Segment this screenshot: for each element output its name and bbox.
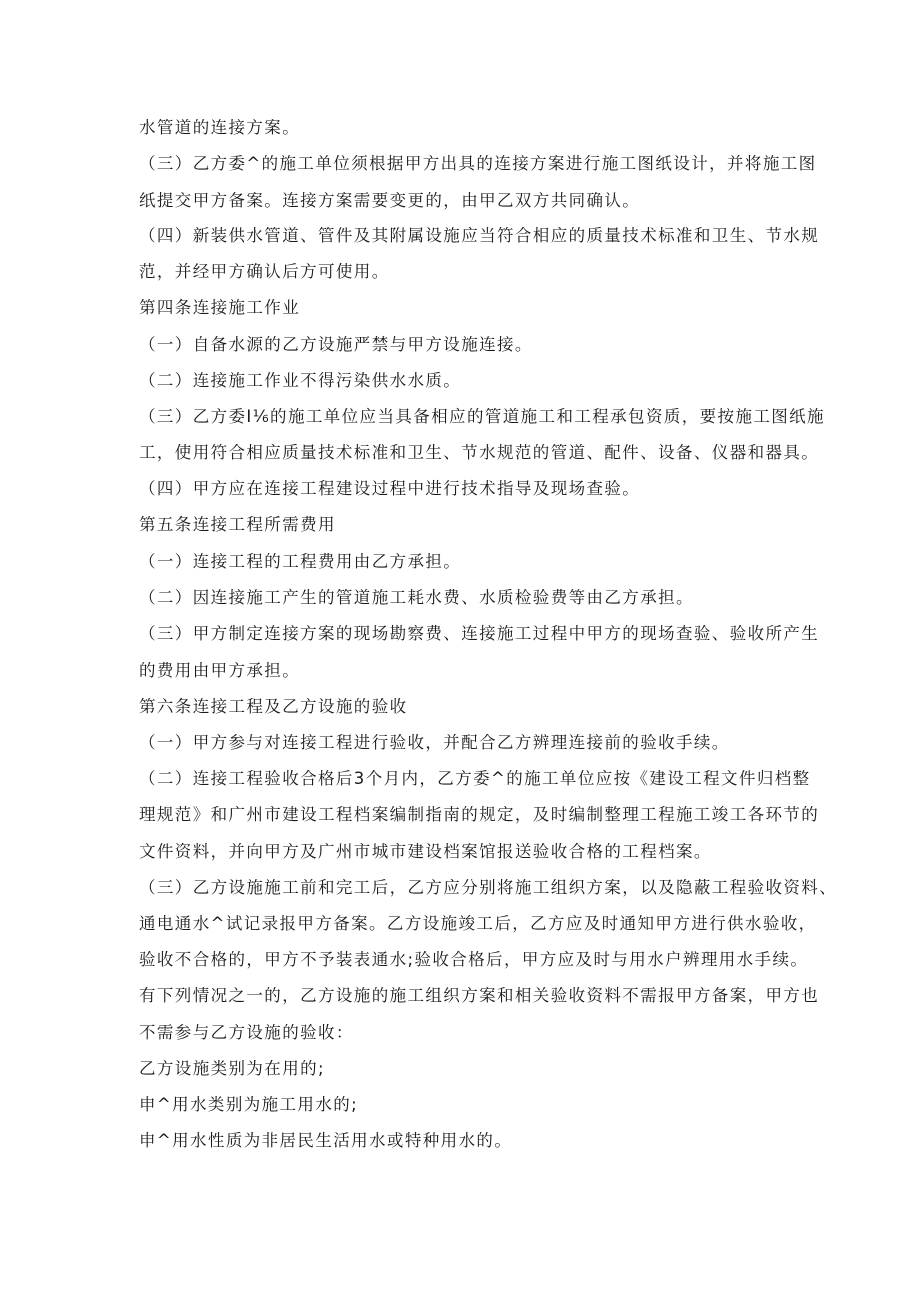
paragraph-line: （一）甲方参与对连接工程进行验收，并配合乙方辨理连接前的验收手续。 xyxy=(139,733,730,752)
paragraph-line: 理规范》和广州市建设工程档案编制指南的规定，及时编制整理工程施工竣工各环节的 xyxy=(139,805,820,824)
paragraph-line: 有下列情况之一的，乙方设施的施工组织方案和相关验收资料不需报甲方备案，甲方也 xyxy=(139,986,820,1005)
paragraph-line: （三）甲方制定连接方案的现场勘察费、连接施工过程中甲方的现场查验、验收所产生 xyxy=(139,624,820,643)
paragraph-line: 通电通水^试记录报甲方备案。乙方设施竣工后，乙方应及时通知甲方进行供水验收， xyxy=(139,914,817,933)
section-heading: 第五条连接工程所需费用 xyxy=(139,515,336,534)
paragraph-line: 工，使用符合相应质量技术标准和卫生、节水规范的管道、配件、设备、仪器和器具。 xyxy=(139,443,820,462)
paragraph-line: 不需参与乙方设施的验收： xyxy=(139,1023,354,1042)
paragraph-line: （四）甲方应在连接工程建设过程中进行技术指导及现场查验。 xyxy=(139,479,641,498)
paragraph-line: （二）连接施工作业不得污染供水水质。 xyxy=(139,371,462,390)
paragraph-line: 纸提交甲方备案。连接方案需要变更的，由甲乙双方共同确认。 xyxy=(139,191,641,210)
paragraph-line: 水管道的连接方案。 xyxy=(139,118,301,137)
paragraph-line: 的费用由甲方承担。 xyxy=(139,661,301,680)
paragraph-line: （二）因连接施工产生的管道施工耗水费、水质检验费等由乙方承担。 xyxy=(139,588,694,607)
paragraph-line: 范，并经甲方确认后方可使用。 xyxy=(139,262,390,281)
section-heading: 第六条连接工程及乙方设施的验收 xyxy=(139,697,408,716)
section-heading: 第四条连接施工作业 xyxy=(139,298,301,317)
paragraph-line: （一）连接工程的工程费用由乙方承担。 xyxy=(139,552,462,571)
paragraph-line: （三）乙方委^的施工单位须根据甲方出具的连接方案进行施工图纸设计，并将施工图 xyxy=(139,154,817,173)
paragraph-line: （一）自备水源的乙方设施严禁与甲方设施连接。 xyxy=(139,335,533,354)
paragraph-line: （三）乙方委I⅙的施工单位应当具备相应的管道施工和工程承包资质，要按施工图纸施 xyxy=(139,407,825,426)
paragraph-line: （二）连接工程验收合格后3个月内，乙方委^的施工单位应按《建设工程文件归档整 xyxy=(139,769,811,788)
paragraph-line: （四）新装供水管道、管件及其附属设施应当符合相应的质量技术标准和卫生、节水规 xyxy=(139,226,820,245)
list-item: 申^用水性质为非居民生活用水或特种用水的。 xyxy=(139,1131,513,1150)
paragraph-line: 验收不合格的，甲方不予装表通水;验收合格后，甲方应及时与用水户辨理用水手续。 xyxy=(139,950,809,969)
paragraph-line: （三）乙方设施施工前和完工后，乙方应分别将施工组织方案，以及隐蔽工程验收资料、 xyxy=(139,878,838,897)
list-item: 申^用水类别为施工用水的; xyxy=(139,1095,359,1114)
list-item: 乙方设施类别为在用的; xyxy=(139,1059,325,1078)
paragraph-line: 文件资料，并向甲方及广州市城市建设档案馆报送验收合格的工程档案。 xyxy=(139,842,712,861)
